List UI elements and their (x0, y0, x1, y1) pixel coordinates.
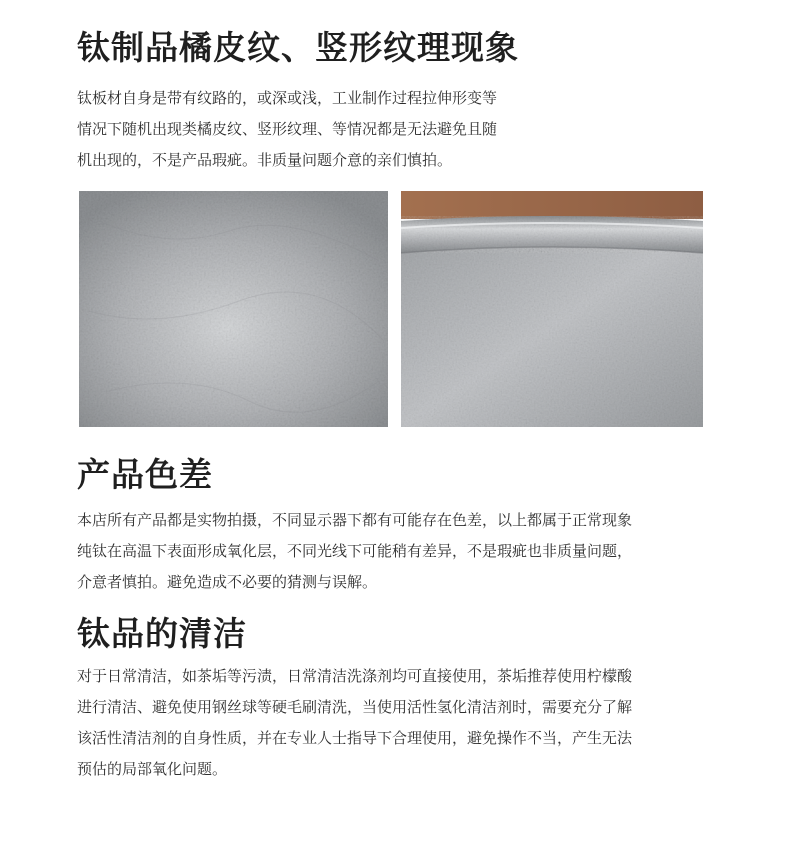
text-line: 进行清洁、避免使用钢丝球等硬毛刷清洗，当使用活性氢化清洁剂时，需要充分了解 (77, 698, 633, 716)
text-line: 纯钛在高温下表面形成氧化层，不同光线下可能稍有差异，不是瑕疵也非质量问题， (77, 542, 633, 560)
text-line: 该活性清洁剂的自身性质，并在专业人士指导下合理使用，避免操作不当，产生无法 (77, 729, 633, 747)
text-line: 预估的局部氧化问题。 (77, 760, 228, 778)
text-line: 钛板材自身是带有纹路的，或深或浅，工业制作过程拉伸形变等 (77, 89, 498, 107)
text-line: 本店所有产品都是实物拍摄，不同显示器下都有可能存在色差，以上都属于正常现象 (77, 511, 633, 529)
section-text-color-difference (77, 505, 717, 598)
section-title-color-difference: 产品色差 (77, 455, 213, 494)
text-line: 介意者慎拍。避免造成不必要的猜测与误解。 (77, 573, 378, 591)
section-text-texture (77, 83, 717, 176)
text-line: 机出现的，不是产品瑕疵。非质量问题介意的亲们慎拍。 (77, 151, 453, 169)
text-line: 对于日常清洁，如茶垢等污渍，日常清洁洗涤剂均可直接使用，茶垢推荐使用柠檬酸 (77, 667, 633, 685)
section-title-cleaning: 钛品的清洁 (77, 614, 247, 653)
text-line: 情况下随机出现类橘皮纹、竖形纹理、等情况都是无法避免且随 (77, 120, 498, 138)
photo-orange-peel-texture (79, 191, 388, 427)
photo-cup-rim-texture (401, 191, 703, 427)
section-text-cleaning (77, 661, 717, 785)
section-title-texture: 钛制品橘皮纹、竖形纹理现象 (77, 28, 519, 67)
